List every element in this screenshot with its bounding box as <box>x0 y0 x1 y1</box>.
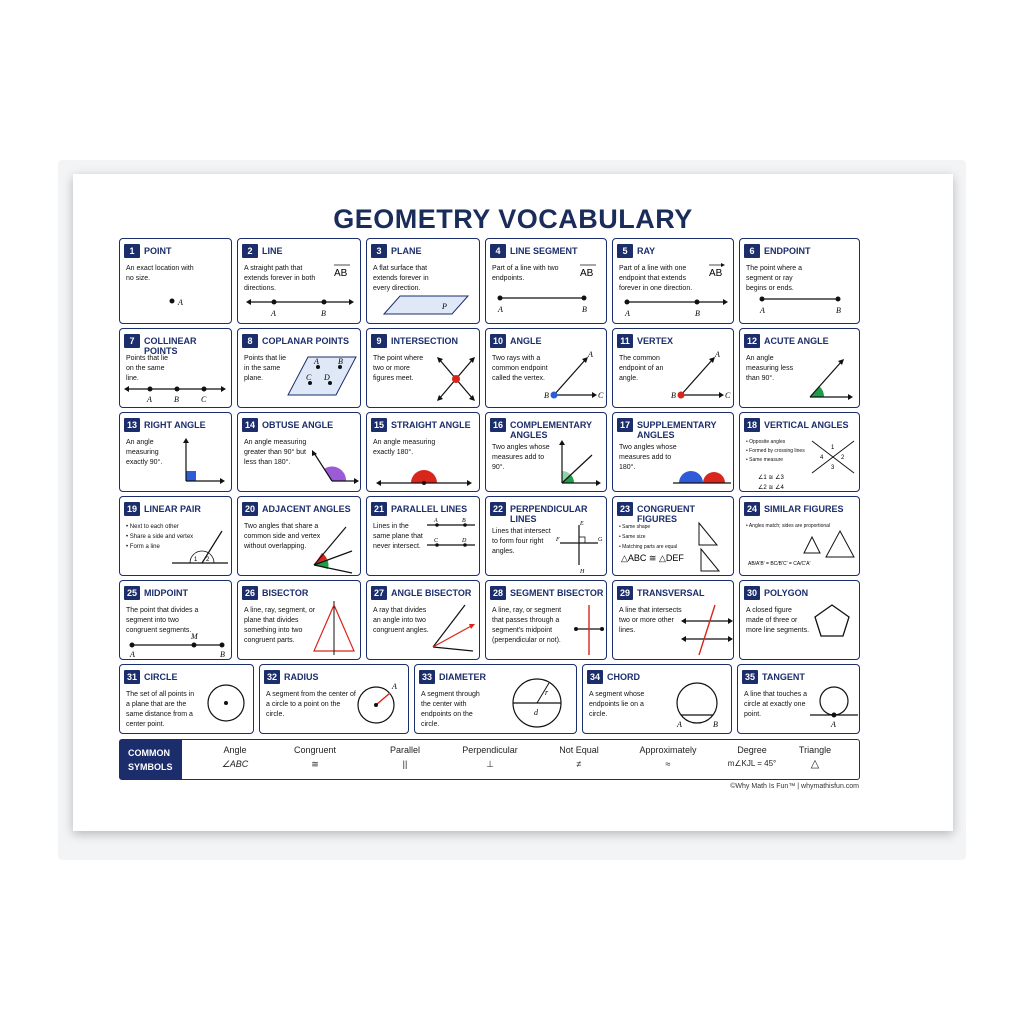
card-number: 27 <box>371 586 387 600</box>
card-parallel-lines <box>366 496 480 576</box>
card-number: 24 <box>744 502 760 516</box>
svg-text:A: A <box>130 650 135 659</box>
card-number: 12 <box>744 334 760 348</box>
card-vertex <box>612 328 734 408</box>
card-number: 28 <box>490 586 506 600</box>
segment-figure <box>486 261 607 323</box>
symbol-value: m∠KJL = 45° <box>727 759 777 768</box>
svg-text:C: C <box>306 373 312 382</box>
card-term: STRAIGHT ANGLE <box>391 420 471 430</box>
similar-figure <box>744 527 860 575</box>
bullet-item: • Form a line <box>126 542 206 552</box>
card-description: The set of all points in a plane that are the same distance from a center point. <box>126 691 195 728</box>
tangent-figure <box>808 675 860 733</box>
card-description: A line, ray, segment, or plane that divides something into two congruent parts. <box>244 607 316 644</box>
svg-text:C: C <box>725 391 731 400</box>
angle-figure <box>540 345 606 407</box>
card-term: POLYGON <box>764 588 809 598</box>
svg-text:B: B <box>544 391 549 400</box>
svg-text:A: A <box>147 395 152 404</box>
card-linear-pair <box>119 496 232 576</box>
card-description: A segment through the center with endpoints on the circle. <box>421 691 480 728</box>
svg-text:B: B <box>695 309 700 318</box>
symbol-value: || <box>402 759 408 769</box>
card-term: COMPLEMENTARY ANGLES <box>510 420 592 440</box>
card-term: TANGENT <box>762 672 805 682</box>
card-chord <box>582 664 732 734</box>
card-term: ADJACENT ANGLES <box>262 504 351 514</box>
endpoint-figure <box>740 287 860 323</box>
card-line-segment <box>485 238 607 324</box>
card-number: 9 <box>371 334 387 348</box>
svg-text:∠2 ≅ ∠4: ∠2 ≅ ∠4 <box>758 485 784 491</box>
svg-text:M: M <box>191 632 198 641</box>
card-term: OBTUSE ANGLE <box>262 420 334 430</box>
card-ray <box>612 238 734 324</box>
card-number: 29 <box>617 586 633 600</box>
card-description: A segment whose endpoints lie on a circle. <box>589 691 645 718</box>
supplementary-figure <box>671 463 733 491</box>
symbol-not-equal <box>534 745 624 769</box>
symbol-perpendicular <box>445 745 535 770</box>
card-coplanar-points <box>237 328 361 408</box>
ray-figure <box>613 261 734 323</box>
card-description: Two angles that share a common side and vertex without overlapping. <box>244 523 321 550</box>
card-number: 1 <box>124 244 140 258</box>
segment-bisector-figure <box>572 601 606 659</box>
copyright-credit: ©Why Math Is Fun™ | whymathisfun.com <box>730 783 859 790</box>
card-description: An exact location with no size. <box>126 265 194 282</box>
card-number: 35 <box>742 670 758 684</box>
card-number: 18 <box>744 418 760 432</box>
straight-angle-figure <box>373 463 475 491</box>
svg-text:H: H <box>580 569 585 575</box>
coplanar-figure <box>286 353 360 407</box>
svg-text:A: A <box>392 682 397 691</box>
svg-text:A: A <box>178 298 183 307</box>
card-number: 20 <box>242 502 258 516</box>
svg-text:∠1 ≅ ∠3: ∠1 ≅ ∠3 <box>758 475 784 481</box>
card-plane <box>366 238 480 324</box>
svg-text:AB: AB <box>709 268 723 279</box>
card-description: The point where a segment or ray begins or ends. <box>746 265 803 292</box>
polygon-figure <box>812 601 852 641</box>
card-term: PLANE <box>391 246 422 256</box>
svg-text:D: D <box>462 538 467 544</box>
card-number: 4 <box>490 244 506 258</box>
card-term: SEGMENT BISECTOR <box>510 588 604 598</box>
card-term: ANGLE BISECTOR <box>391 588 472 598</box>
card-midpoint <box>119 580 232 660</box>
parallel-lines-figure <box>423 515 479 559</box>
svg-text:B: B <box>671 391 676 400</box>
svg-text:1: 1 <box>831 445 835 451</box>
svg-text:A: A <box>831 720 836 729</box>
svg-text:C: C <box>201 395 207 404</box>
bullet-item: • Angles match; sides are proportional <box>746 522 856 531</box>
bullet-item: • Next to each other <box>126 522 206 532</box>
symbol-name: Angle <box>223 745 247 755</box>
svg-text:B: B <box>462 518 466 524</box>
bisector-figure <box>310 599 360 659</box>
symbol-value: ≈ <box>665 759 671 769</box>
symbol-parallel <box>360 745 450 769</box>
card-term: BISECTOR <box>262 588 309 598</box>
bullet-item: • Opposite angles <box>746 438 816 447</box>
svg-text:C: C <box>434 538 439 544</box>
symbol-angle <box>190 745 280 770</box>
card-description: Points that lie in the same plane. <box>244 355 287 382</box>
card-term: RAY <box>637 246 656 256</box>
card-number: 3 <box>371 244 387 258</box>
congruent-figure <box>617 519 733 575</box>
svg-text:A: A <box>498 305 503 314</box>
card-number: 22 <box>490 502 506 516</box>
chord-figure <box>667 675 729 733</box>
card-term: ACUTE ANGLE <box>764 336 829 346</box>
card-number: 34 <box>587 670 603 684</box>
card-description: An angle measuring less than 90°. <box>746 355 794 382</box>
plane-figure <box>382 294 472 319</box>
symbol-name: Not Equal <box>559 745 599 755</box>
bullet-item: • Share a side and vertex <box>126 532 206 542</box>
card-term: SUPPLEMENTARY ANGLES <box>637 420 717 440</box>
card-description: A line that touches a circle at exactly one point. <box>744 691 808 718</box>
card-description: Part of a line with one endpoint that extends forever in one direction. <box>619 265 693 292</box>
svg-text:A: A <box>314 357 319 366</box>
vertex-figure <box>667 345 733 407</box>
svg-text:B: B <box>836 306 841 315</box>
collinear-figure <box>120 377 232 407</box>
card-term: SIMILAR FIGURES <box>764 504 844 514</box>
card-number: 16 <box>490 418 506 432</box>
card-angle <box>485 328 607 408</box>
symbol-name: Degree <box>737 745 767 755</box>
svg-text:AB: AB <box>334 268 348 279</box>
svg-text:B: B <box>713 720 718 729</box>
card-description: The point that divides a segment into two congruent segments. <box>126 607 199 634</box>
svg-text:A: A <box>434 518 438 524</box>
card-term: DIAMETER <box>439 672 486 682</box>
card-endpoint <box>739 238 860 324</box>
symbol-name: Approximately <box>639 745 697 755</box>
card-term: LINE <box>262 246 283 256</box>
card-number: 5 <box>617 244 633 258</box>
right-angle-figure <box>176 433 230 491</box>
card-number: 11 <box>617 334 633 348</box>
symbols-label-line2: SYMBOLS <box>128 762 173 772</box>
card-term: TRANSVERSAL <box>637 588 705 598</box>
svg-text:G: G <box>598 537 603 543</box>
svg-text:A: A <box>625 309 630 318</box>
card-number: 2 <box>242 244 258 258</box>
card-supplementary-angles <box>612 412 734 492</box>
card-description: Two angles whose measures add to 90°. <box>492 444 550 471</box>
card-number: 17 <box>617 418 633 432</box>
svg-text:B: B <box>220 650 225 659</box>
card-bisector <box>237 580 361 660</box>
card-term: RIGHT ANGLE <box>144 420 206 430</box>
svg-text:B: B <box>174 395 179 404</box>
card-number: 8 <box>242 334 258 348</box>
card-complementary-angles <box>485 412 607 492</box>
card-vertical-angles <box>739 412 860 492</box>
midpoint-figure <box>120 627 232 659</box>
card-number: 6 <box>744 244 760 258</box>
card-term: VERTEX <box>637 336 674 346</box>
adjacent-angles-figure <box>304 519 360 575</box>
card-number: 14 <box>242 418 258 432</box>
card-term: INTERSECTION <box>391 336 459 346</box>
svg-text:2: 2 <box>206 557 210 563</box>
svg-text:P: P <box>442 302 447 311</box>
bullet-item: • Same shape <box>619 522 699 532</box>
bullet-item: • Matching parts are equal <box>619 542 699 552</box>
complementary-figure <box>552 435 606 491</box>
card-term: LINEAR PAIR <box>144 504 201 514</box>
obtuse-angle-figure <box>304 441 360 491</box>
card-description: Part of a line with two endpoints. <box>492 265 559 282</box>
card-term: ENDPOINT <box>764 246 811 256</box>
svg-text:B: B <box>582 305 587 314</box>
symbol-name: Triangle <box>798 745 832 755</box>
card-description: A line, ray, or segment that passes through a segment's midpoint (perpendicular or not). <box>492 607 562 644</box>
symbol-value: ⊥ <box>486 759 494 769</box>
card-description: Lines that intersect to form four right angles. <box>492 528 551 555</box>
bullet-item: • Formed by crossing lines <box>746 447 816 456</box>
svg-text:2: 2 <box>841 455 845 461</box>
card-line <box>237 238 361 324</box>
card-term: POINT <box>144 246 172 256</box>
card-term: CONGRUENT FIGURES <box>637 504 695 524</box>
svg-text:A: A <box>760 306 765 315</box>
card-tangent <box>737 664 860 734</box>
card-number: 33 <box>419 670 435 684</box>
card-description: Two rays with a common endpoint called the vertex. <box>492 355 548 382</box>
svg-text:A: A <box>271 309 276 318</box>
symbol-value: ≅ <box>311 759 319 769</box>
card-transversal <box>612 580 734 660</box>
card-obtuse-angle <box>237 412 361 492</box>
svg-text:d: d <box>534 708 538 717</box>
card-angle-bisector <box>366 580 480 660</box>
card-term: PARALLEL LINES <box>391 504 468 514</box>
card-right-angle <box>119 412 232 492</box>
card-description: An angle measuring exactly 180°. <box>373 439 436 456</box>
card-number: 25 <box>124 586 140 600</box>
card-term: CIRCLE <box>144 672 178 682</box>
angle-bisector-figure <box>425 599 479 659</box>
common-symbols-bar <box>119 739 860 780</box>
card-circle <box>119 664 254 734</box>
card-diameter <box>414 664 577 734</box>
card-description: Points that lie on the same line. <box>126 355 169 382</box>
card-radius <box>259 664 409 734</box>
bullet-item: • Same size <box>619 532 699 542</box>
card-term: MIDPOINT <box>144 588 188 598</box>
symbol-triangle <box>770 745 860 770</box>
card-term: ANGLE <box>510 336 542 346</box>
card-description: A segment from the center of a circle to a point on the circle. <box>266 691 356 718</box>
symbol-value: ∠ABC <box>221 759 249 769</box>
card-number: 26 <box>242 586 258 600</box>
point-figure <box>160 291 200 316</box>
card-adjacent-angles <box>237 496 361 576</box>
bullet-item: • Same measure <box>746 456 816 465</box>
card-perpendicular-lines <box>485 496 607 576</box>
svg-text:AB/A'B' = BC/B'C' = CA/C'A': AB/A'B' = BC/B'C' = CA/C'A' <box>748 561 811 567</box>
card-number: 19 <box>124 502 140 516</box>
symbol-approximately <box>623 745 713 769</box>
symbol-name: Parallel <box>389 745 420 755</box>
symbols-label-line1: COMMON <box>128 748 170 758</box>
radius-figure <box>352 677 408 731</box>
card-description: Two angles whose measures add to 180°. <box>619 444 677 471</box>
card-number: 32 <box>264 670 280 684</box>
card-term: COPLANAR POINTS <box>262 336 350 346</box>
card-description: Lines in the same plane that never intersect. <box>373 523 423 550</box>
symbol-name: Perpendicular <box>462 745 518 755</box>
card-description: A ray that divides an angle into two congruent angles. <box>373 607 429 634</box>
card-number: 15 <box>371 418 387 432</box>
card-number: 31 <box>124 670 140 684</box>
card-acute-angle <box>739 328 860 408</box>
line-figure <box>238 261 361 323</box>
card-straight-angle <box>366 412 480 492</box>
card-number: 30 <box>744 586 760 600</box>
svg-text:AB: AB <box>580 268 594 279</box>
card-description: The common endpoint of an angle. <box>619 355 664 382</box>
card-segment-bisector <box>485 580 607 660</box>
svg-text:B: B <box>338 357 343 366</box>
card-number: 21 <box>371 502 387 516</box>
svg-text:B: B <box>321 309 326 318</box>
common-symbols-label <box>120 740 182 779</box>
card-description: A flat surface that extends forever in every direction. <box>373 265 429 292</box>
svg-text:E: E <box>580 521 584 527</box>
svg-text:C: C <box>598 391 604 400</box>
card-description: An angle measuring exactly 90°. <box>126 439 163 466</box>
vocabulary-poster <box>73 174 953 831</box>
card-point <box>119 238 232 324</box>
card-congruent-figures <box>612 496 734 576</box>
card-description: A straight path that extends forever in both directions. <box>244 265 316 292</box>
linear-pair-figure <box>168 521 230 575</box>
vertical-angles-figure <box>744 435 860 491</box>
card-term: VERTICAL ANGLES <box>764 420 849 430</box>
circle-figure <box>204 681 250 727</box>
svg-text:1: 1 <box>194 557 198 563</box>
svg-text:4: 4 <box>820 455 824 461</box>
card-number: 7 <box>124 334 140 348</box>
intersection-figure <box>433 353 479 407</box>
svg-text:F: F <box>556 537 560 543</box>
card-term: CHORD <box>607 672 640 682</box>
svg-text:3: 3 <box>831 465 835 471</box>
svg-text:A: A <box>677 720 682 729</box>
symbol-name: Congruent <box>293 745 337 755</box>
transversal-figure <box>681 601 733 659</box>
card-term: LINE SEGMENT <box>510 246 578 256</box>
card-collinear-points <box>119 328 232 408</box>
card-number: 23 <box>617 502 633 516</box>
card-intersection <box>366 328 480 408</box>
poster-title: GEOMETRY VOCABULARY <box>333 204 693 234</box>
card-term: COLLINEAR POINTS <box>144 336 197 356</box>
card-description: The point where two or more figures meet. <box>373 355 424 382</box>
acute-angle-figure <box>800 349 858 407</box>
card-term: PERPENDICULAR LINES <box>510 504 588 524</box>
symbol-value: △ <box>810 758 820 770</box>
symbol-congruent <box>270 745 360 770</box>
card-number: 10 <box>490 334 506 348</box>
card-polygon <box>739 580 860 660</box>
perpendicular-figure <box>556 521 604 575</box>
card-number: 13 <box>124 418 140 432</box>
card-description: An angle measuring greater than 90° but less than 180°. <box>244 439 307 466</box>
card-description: A line that intersects two or more other lines. <box>619 607 682 634</box>
diameter-figure <box>505 673 571 731</box>
svg-text:△ABC ≅ △DEF: △ABC ≅ △DEF <box>621 553 684 563</box>
svg-text:A: A <box>715 350 720 359</box>
card-similar-figures <box>739 496 860 576</box>
svg-text:A: A <box>588 350 593 359</box>
svg-text:r: r <box>545 688 549 697</box>
card-description: A closed figure made of three or more line segments. <box>746 607 810 634</box>
card-term: RADIUS <box>284 672 319 682</box>
svg-text:D: D <box>324 373 330 382</box>
symbol-value: ≠ <box>576 759 582 769</box>
